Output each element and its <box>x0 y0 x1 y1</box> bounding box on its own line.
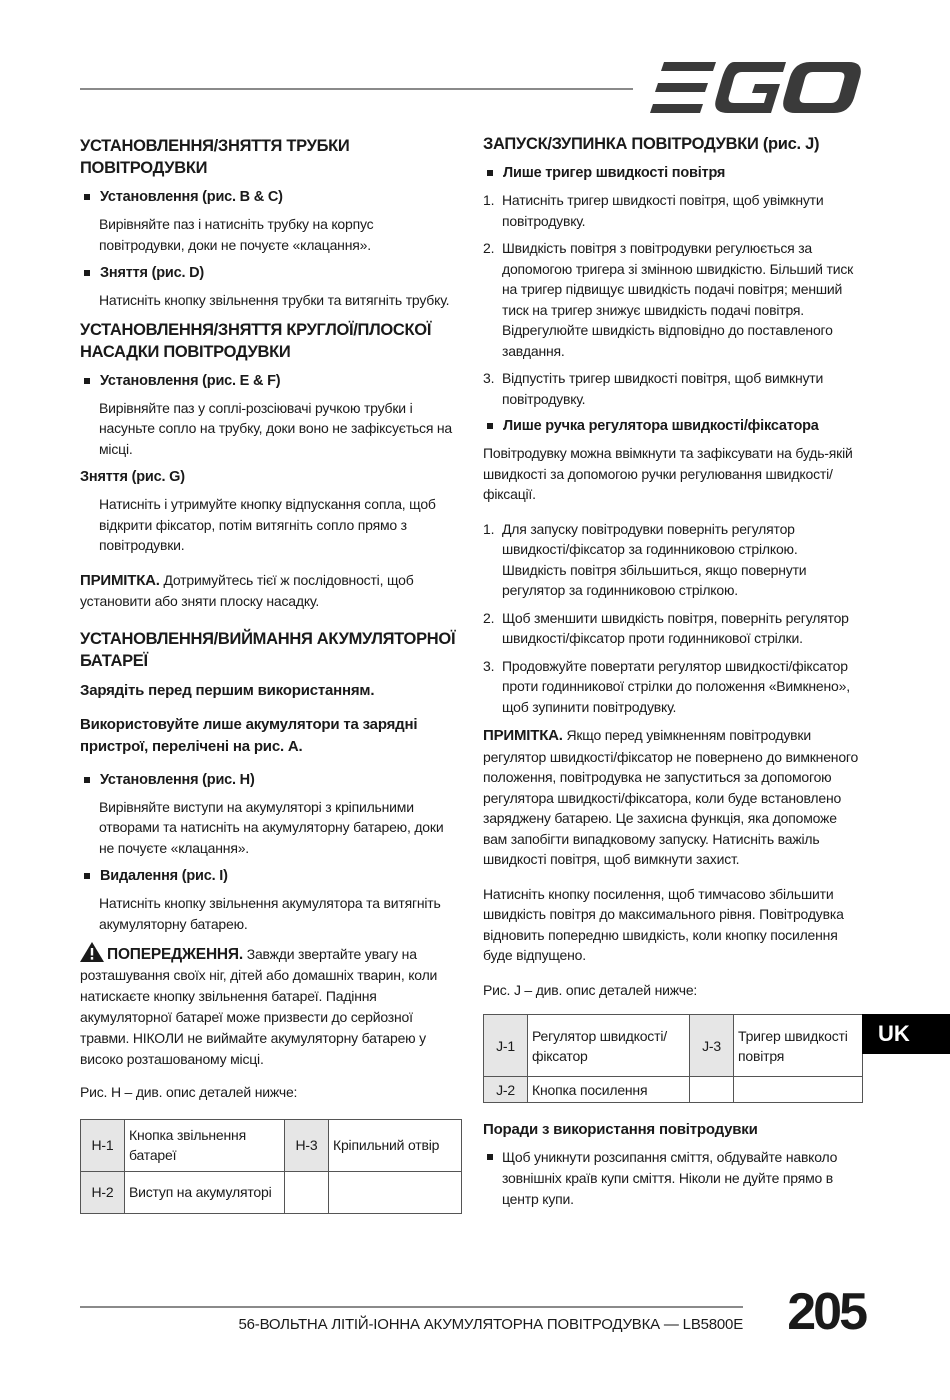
list-item <box>483 519 863 601</box>
list-item <box>483 368 863 409</box>
trigger-steps <box>483 190 863 409</box>
part-description: Регулятор швидкості/фіксатор <box>528 1015 690 1077</box>
table-row <box>81 1119 462 1171</box>
step-number: 2. <box>483 609 495 626</box>
part-code: H-2 <box>81 1171 125 1213</box>
part-code: J-3 <box>690 1015 734 1077</box>
note-text: Якщо перед увімкненням повітродувки регулятор швидкості/фіксатор не повернено до вимкненого положення, повітродувка не запуститься за допомогою регулятора швидкості/фіксатора, коли буде встановлено заряджену батарею. Це захисна функція, яка допоможе вам запобігти випадковому запуску. Натисніть важіль швидкості повітря, щоб вимкнути захист. <box>483 727 859 867</box>
warning-text: Завжди звертайте увагу на розташування своїх ніг, дітей або домашніх тварин, коли натискаєте кнопку звільнення батареї. Падіння акумуляторної батареї може призвести до серйозної травми. НІКОЛИ не виймайте акумуляторну батарею у високо розташованому місці. <box>80 946 438 1067</box>
note-label: ПРИМІТКА. <box>483 727 563 744</box>
tube-install-heading: Установлення (рис. B & C) <box>80 187 462 207</box>
table-row <box>81 1171 462 1213</box>
knob-intro: Повітродувку можна ввімкнути та зафіксувати на будь-якій швидкості за допомогою ручки регулювання швидкості/фіксації. <box>483 445 853 502</box>
nozzle-note <box>80 570 462 612</box>
part-description: Кнопка звільнення батареї <box>125 1119 285 1171</box>
start-note <box>483 725 863 870</box>
empty-cell <box>690 1077 734 1103</box>
figure-h-caption: Рис. H – див. опис деталей нижче: <box>80 1084 298 1100</box>
part-code: J-2 <box>484 1077 528 1103</box>
part-description: Кріпильний отвір <box>329 1119 462 1171</box>
step-number: 2. <box>483 240 495 256</box>
list-item <box>483 608 863 649</box>
part-description: Тригер швидкості повітря <box>734 1015 863 1077</box>
empty-cell <box>329 1171 462 1213</box>
warning-icon <box>80 942 104 962</box>
battery-warning <box>80 942 462 1070</box>
battery-remove-heading: Видалення (рис. I) <box>80 866 462 886</box>
tube-remove-heading: Зняття (рис. D) <box>80 263 462 283</box>
tip-item: Щоб уникнути розсипання сміття, обдувайте навколо зовнішніх країв купи сміття. Ніколи не дуйте прямо в центр купи. <box>483 1147 863 1210</box>
step-text: Для запуску повітродувки поверніть регулятор швидкості/фіксатор за годинниковою стрілкою. Швидкість повітря збільшиться, якщо повернути регулятор за годинниковою стрілкою. <box>502 520 807 598</box>
figure-j-caption: Рис. J – див. опис деталей нижче: <box>483 981 698 998</box>
step-text: Продовжуйте повертати регулятор швидкості/фіксатор проти годинникової стрілки до положення «Вимкнено», щоб зупинити повітродувку. <box>502 657 850 715</box>
tube-install-text: Вирівняйте паз і натисніть трубку на корпус повітродувки, доки не почуєте «клацання». <box>99 216 374 253</box>
part-description: Виступ на акумуляторі <box>125 1171 285 1213</box>
step-text: Швидкість повітря з повітродувки регулюється за допомогою тригера зі змінною швидкістю. Більший тиск на тригер підвищує швидкість подачі повітря; менший тиск на тригер знижує швидкість подачі повітря. Відрегулюйте швидкість відповідно до поставленого завдання. <box>502 240 854 359</box>
part-code: H-1 <box>81 1119 125 1171</box>
battery-install-text: Вирівняйте виступи на акумуляторі з кріпильними отворами та натисніть на акумуляторну батарею, доки не почуєте «клацання». <box>99 798 444 856</box>
nozzle-install-text: Вирівняйте паз у соплі-розсіювачі ручкою трубки і насуньте сопло на трубку, доки воно не зафіксується на місці. <box>99 399 453 457</box>
list-item <box>483 238 863 361</box>
note-text: Дотримуйтесь тієї ж послідовності, щоб установити або зняти плоску насадку. <box>80 571 414 609</box>
nozzle-install-heading: Установлення (рис. E & F) <box>80 371 462 391</box>
battery-install-heading: Установлення (рис. H) <box>80 770 462 790</box>
step-number: 1. <box>483 192 495 208</box>
warning-label: ПОПЕРЕДЖЕННЯ. <box>107 946 243 963</box>
table-row <box>484 1015 863 1077</box>
section-title-battery: УСТАНОВЛЕННЯ/ВИЙМАННЯ АКУМУЛЯТОРНОЇ БАТАРЕЇ <box>80 629 456 670</box>
boost-text: Натисніть кнопку посилення, щоб тимчасово збільшити швидкість повітря до максимального рівня. Повітродувка відновить попередню швидкість, коли кнопку посилення буде відпущено. <box>483 885 844 963</box>
step-number: 3. <box>483 370 495 386</box>
list-item <box>483 656 863 718</box>
part-code: J-1 <box>484 1015 528 1077</box>
charge-before-use: Зарядіть перед першим використанням. <box>80 681 375 699</box>
page-number: 205 <box>787 1283 865 1341</box>
step-text: Натисніть тригер швидкості повітря, щоб увімкнути повітродувку. <box>502 192 824 229</box>
part-code: H-3 <box>285 1119 329 1171</box>
header-rule <box>80 88 633 90</box>
note-label: ПРИМІТКА. <box>80 571 160 589</box>
use-only-listed: Використовуйте лише акумулятори та зарядні пристрої, перелічені на рис. A. <box>80 715 418 755</box>
step-text: Відпустіть тригер швидкості повітря, щоб вимкнути повітродувку. <box>502 370 824 407</box>
part-description: Кнопка посилення <box>528 1077 690 1103</box>
footer-product-title: 56-ВОЛЬТНА ЛІТІЙ-ІОННА АКУМУЛЯТОРНА ПОВІТРОДУВКА — LB5800E <box>238 1316 743 1333</box>
empty-cell <box>734 1077 863 1103</box>
step-number: 1. <box>483 520 495 537</box>
language-tab-uk: UK <box>862 1014 950 1054</box>
step-number: 3. <box>483 657 495 674</box>
right-column <box>483 133 863 1210</box>
step-text: Щоб зменшити швидкість повітря, поверніть регулятор швидкості/фіксатор проти годинникової стрілки. <box>502 609 849 646</box>
left-column <box>80 133 462 1214</box>
table-row <box>484 1077 863 1103</box>
knob-steps <box>483 519 863 718</box>
empty-cell <box>285 1171 329 1213</box>
trigger-only-heading: Лише тригер швидкості повітря <box>483 163 863 183</box>
section-title-start-stop: ЗАПУСК/ЗУПИНКА ПОВІТРОДУВКИ (рис. J) <box>483 135 820 153</box>
list-item <box>483 190 863 231</box>
tips-title: Поради з використання повітродувки <box>483 1121 758 1138</box>
section-title-nozzle: УСТАНОВЛЕННЯ/ЗНЯТТЯ КРУГЛОЇ/ПЛОСКОЇ НАСАДКИ ПОВІТРОДУВКИ <box>80 320 432 361</box>
nozzle-remove-text: Натисніть і утримуйте кнопку відпускання сопла, щоб відкрити фіксатор, потім витягніть сопло прямо з повітродувки. <box>99 496 436 553</box>
parts-table-h <box>80 1119 462 1214</box>
footer-rule <box>80 1306 743 1308</box>
tube-remove-text: Натисніть кнопку звільнення трубки та витягніть трубку. <box>99 292 450 308</box>
parts-table-j <box>483 1014 863 1103</box>
section-title-tube: УСТАНОВЛЕННЯ/ЗНЯТТЯ ТРУБКИ ПОВІТРОДУВКИ <box>80 137 350 177</box>
ego-logo <box>650 62 862 114</box>
nozzle-remove-heading: Зняття (рис. G) <box>80 469 185 485</box>
battery-remove-text: Натисніть кнопку звільнення акумулятора та витягніть акумуляторну батарею. <box>99 895 441 932</box>
knob-only-heading: Лише ручка регулятора швидкості/фіксатора <box>483 416 863 436</box>
